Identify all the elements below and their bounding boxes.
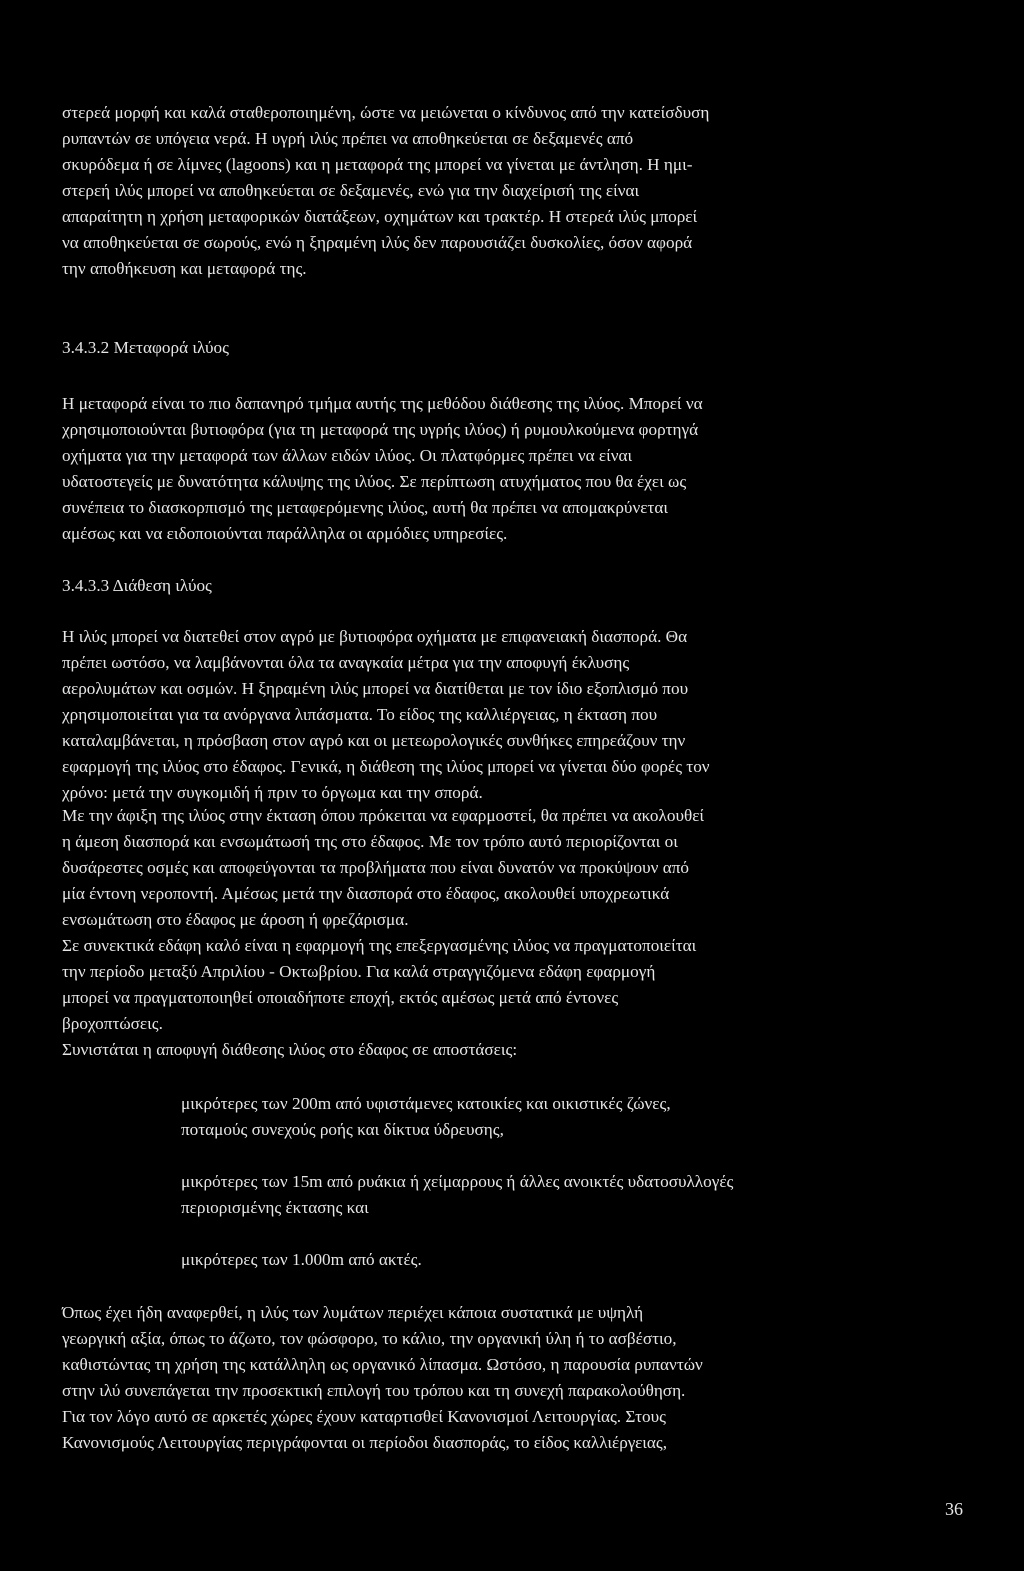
text-line: απαραίτητη η χρήση μεταφορικών διατάξεων, οχημάτων και τρακτέρ. Η στερεά ιλύς μπορεί: [62, 207, 698, 226]
text-line: οχήματα για την μεταφορά των άλλων ειδών ιλύος. Οι πλατφόρμες πρέπει να είναι: [62, 446, 633, 465]
text-line: Κανονισμούς Λειτουργίας περιγράφονται οι περίοδοι διασποράς, το είδος καλλιέργειας,: [62, 1433, 668, 1452]
text-line: χρησιμοποιείται για τα ανόργανα λιπάσματα. Το είδος της καλλιέργειας, η έκταση που: [62, 705, 658, 724]
text-line: υδατοστεγείς με δυνατότητα κάλυψης της ιλύος. Σε περίπτωση ατυχήματος που θα έχει ως: [62, 472, 687, 491]
text-line: σκυρόδεμα ή σε λίμνες (lagoons) και η μεταφορά της μπορεί να γίνεται με άντληση. Η ημι-: [62, 155, 693, 174]
text-line: Σε συνεκτικά εδάφη καλό είναι η εφαρμογή της επεξεργασμένης ιλύος να πραγματοποιείται: [62, 936, 697, 955]
text-line: μπορεί να πραγματοποιηθεί οποιαδήποτε εποχή, εκτός αμέσως μετά από έντονες: [62, 988, 619, 1007]
text-line: αερολυμάτων και οσμών. Η ξηραμένη ιλύς μπορεί να διατίθεται με τον ίδιο εξοπλισμό που: [62, 679, 689, 698]
text-line: η άμεση διασπορά και ενσωμάτωσή της στο έδαφος. Με τον τρόπο αυτό περιορίζονται οι: [62, 832, 678, 851]
section-heading-sludge-transport: 3.4.3.2 Μεταφορά ιλύος: [62, 338, 229, 357]
document-page: [62, 0, 963, 1571]
text-line: μία έντονη νεροποντή. Αμέσως μετά την διασπορά στο έδαφος, ακολουθεί υποχρεωτικά: [62, 884, 670, 903]
section-heading-sludge-disposal: 3.4.3.3 Διάθεση ιλύος: [62, 576, 212, 595]
text-line: την περίοδο μεταξύ Απριλίου - Οκτωβρίου. Για καλά στραγγιζόμενα εδάφη εφαρμογή: [62, 962, 656, 981]
text-line: εφαρμογή της ιλύος στο έδαφος. Γενικά, η διάθεση της ιλύος μπορεί να γίνεται δύο φορές τον: [62, 757, 710, 776]
text-line: ενσωμάτωση στο έδαφος με άροση ή φρεζάρισμα.: [62, 910, 409, 929]
text-line: χρόνο: μετά την συγκομιδή ή πριν το όργωμα και την σπορά.: [62, 783, 483, 802]
text-line: στερεή ιλύς μπορεί να αποθηκεύεται σε δεξαμενές, ενώ για την διαχείρισή της είναι: [62, 181, 640, 200]
text-line: να αποθηκεύεται σε σωρούς, ενώ η ξηραμένη ιλύς δεν παρουσιάζει δυσκολίες, όσον αφορά: [62, 233, 693, 252]
text-line: την αποθήκευση και μεταφορά της.: [62, 259, 307, 278]
text-line: Με την άφιξη της ιλύος στην έκταση όπου πρόκειται να εφαρμοστεί, θα πρέπει να ακολουθεί: [62, 806, 705, 825]
page-number: 36: [945, 1499, 963, 1519]
text-line: στην ιλύ συνεπάγεται την προσεκτική επιλογή του τρόπου και τη συνεχή παρακολούθηση.: [62, 1381, 686, 1400]
text-line: γεωργική αξία, όπως το άζωτο, τον φώσφορο, το κάλιο, την οργανική ύλη ή το ασβέστιο,: [62, 1329, 677, 1348]
list-item-line: ποταμούς συνεχούς ροής και δίκτυα ύδρευσης,: [181, 1120, 504, 1139]
text-line: βροχοπτώσεις.: [62, 1014, 163, 1033]
text-line: Για τον λόγο αυτό σε αρκετές χώρες έχουν καταρτισθεί Κανονισμοί Λειτουργίας. Στους: [62, 1407, 666, 1426]
text-line: καθιστώντας τη χρήση της κατάλληλη ως οργανικό λίπασμα. Ωστόσο, η παρουσία ρυπαντών: [62, 1355, 703, 1374]
text-line: πρέπει ωστόσο, να λαμβάνονται όλα τα αναγκαία μέτρα για την αποφυγή έκλυσης: [62, 653, 630, 672]
list-item-line: μικρότερες των 15m από ρυάκια ή χείμαρρους ή άλλες ανοικτές υδατοσυλλογές: [181, 1172, 734, 1191]
text-line: δυσάρεστες οσμές και αποφεύγονται τα προβλήματα που είναι δυνατόν να προκύψουν από: [62, 858, 689, 877]
text-line: συνέπεια το διασκορπισμό της μεταφερόμενης ιλύος, αυτή θα πρέπει να απομακρύνεται: [62, 498, 668, 517]
text-line: Συνιστάται η αποφυγή διάθεσης ιλύος στο έδαφος σε αποστάσεις:: [62, 1040, 518, 1059]
text-line: ρυπαντών σε υπόγεια νερά. Η υγρή ιλύς πρέπει να αποθηκεύεται σε δεξαμενές από: [62, 129, 634, 148]
list-item-line: μικρότερες των 1.000m από ακτές.: [181, 1250, 422, 1269]
text-line: στερεά μορφή και καλά σταθεροποιημένη, ώστε να μειώνεται ο κίνδυνος από την κατείσδυση: [62, 103, 710, 122]
text-line: Όπως έχει ήδη αναφερθεί, η ιλύς των λυμάτων περιέχει κάποια συστατικά με υψηλή: [62, 1303, 644, 1322]
text-line: χρησιμοποιούνται βυτιοφόρα (για τη μεταφορά της υγρής ιλύος) ή ρυμουλκούμενα φορτηγά: [62, 420, 699, 439]
list-item-line: μικρότερες των 200m από υφιστάμενες κατοικίες και οικιστικές ζώνες,: [181, 1094, 671, 1113]
list-item-line: περιορισμένης έκτασης και: [181, 1198, 369, 1217]
text-line: καταλαμβάνεται, η πρόσβαση στον αγρό και οι μετεωρολογικές συνθήκες επηρεάζουν την: [62, 731, 686, 750]
text-line: αμέσως και να ειδοποιούνται παράλληλα οι αρμόδιες υπηρεσίες.: [62, 524, 508, 543]
text-line: Η ιλύς μπορεί να διατεθεί στον αγρό με βυτιοφόρα οχήματα με επιφανειακή διασπορά. Θα: [62, 627, 688, 646]
text-line: Η μεταφορά είναι το πιο δαπανηρό τμήμα αυτής της μεθόδου διάθεσης της ιλύος. Μπορεί να: [62, 394, 703, 413]
